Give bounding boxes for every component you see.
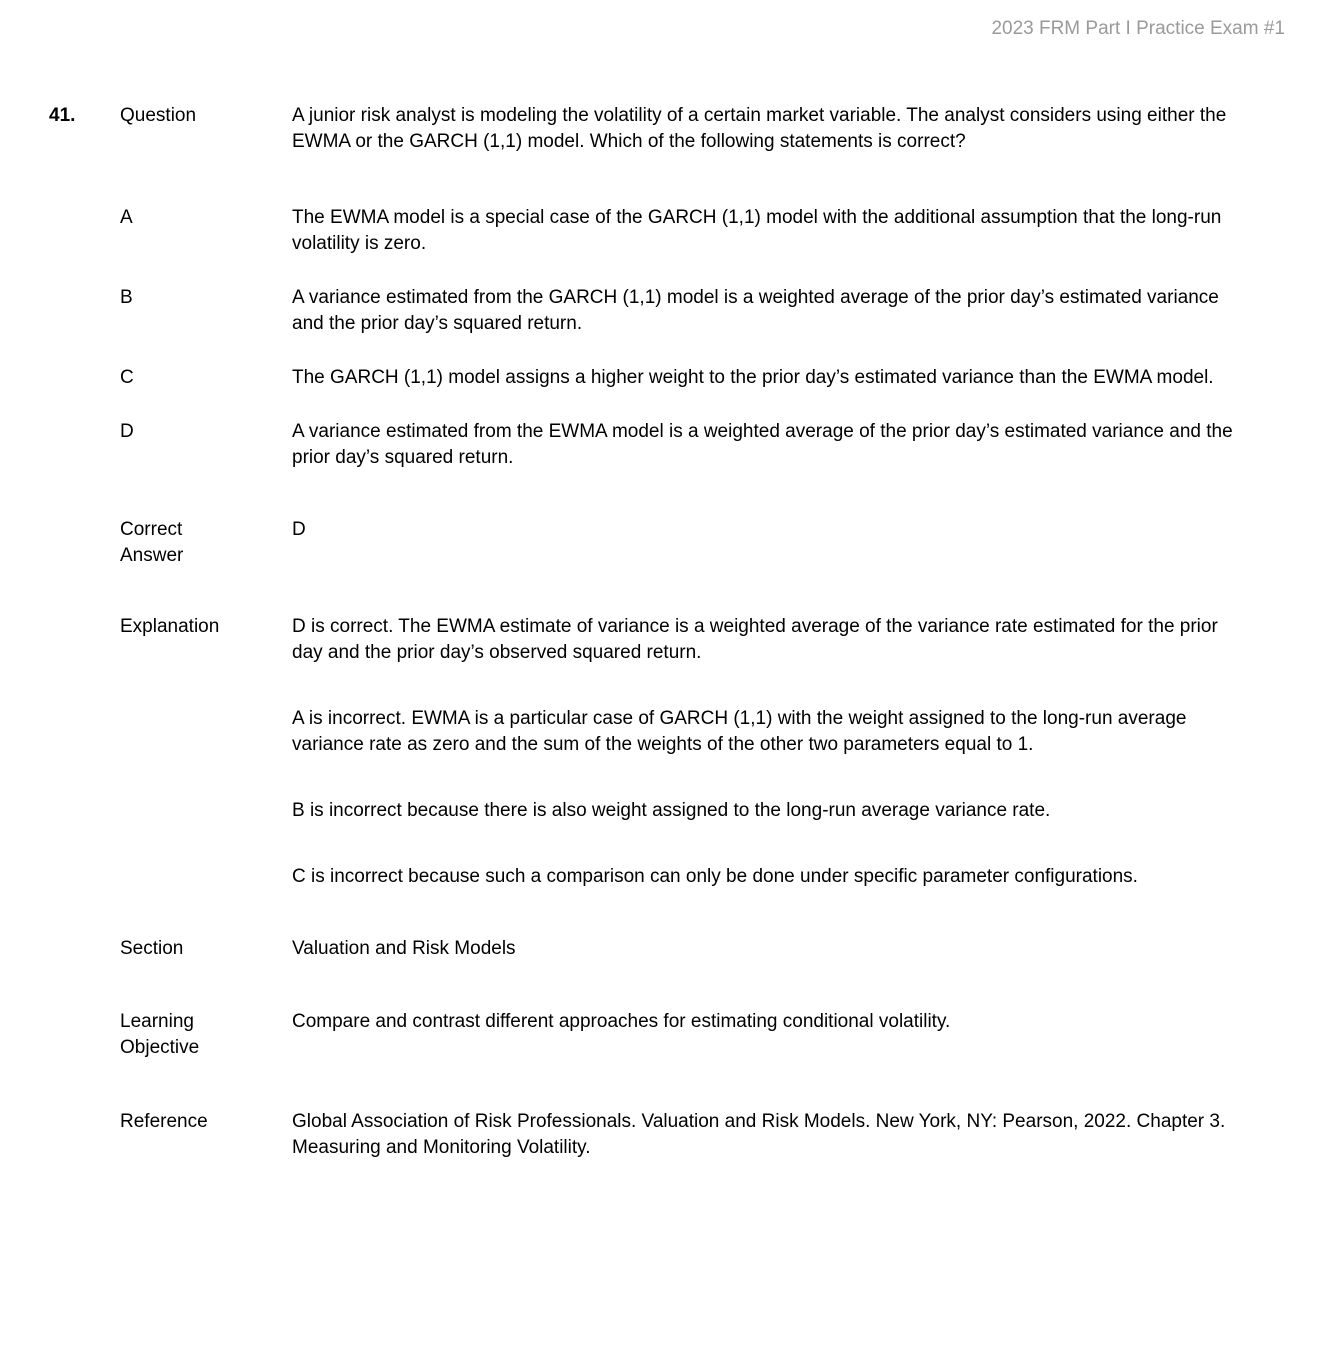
correct-answer-label: Correct Answer bbox=[120, 519, 184, 566]
explanation-row bbox=[49, 614, 1321, 890]
explanation-text bbox=[292, 614, 1235, 890]
reference-value: Global Association of Risk Professionals. Valuation and Risk Models. New York, NY: Pearson, 2022. Chapter 3. Measuring and Monitoring Volatility. bbox=[292, 1111, 1226, 1158]
option-letter: C bbox=[120, 367, 134, 388]
reference-label: Reference bbox=[120, 1111, 208, 1132]
explanation-paragraph-2: A is incorrect. EWMA is a particular case of GARCH (1,1) with the weight assigned to the long-run average variance rate as zero and the sum of the weights of the other two parameters equal to 1. bbox=[292, 708, 1187, 755]
option-letter-c bbox=[120, 365, 292, 391]
page-header bbox=[0, 0, 1321, 42]
question-page bbox=[0, 42, 1321, 1161]
option-text-c: The GARCH (1,1) model assigns a higher weight to the prior day’s estimated variance than the EWMA model. bbox=[292, 367, 1214, 388]
question-row bbox=[49, 103, 1321, 155]
question-label-cell bbox=[120, 103, 292, 129]
learning-objective-row bbox=[49, 1009, 1321, 1061]
correct-answer-value: D bbox=[292, 519, 306, 540]
option-row-c bbox=[49, 365, 1321, 391]
explanation-label-cell bbox=[120, 614, 292, 640]
learning-objective-label-cell bbox=[120, 1009, 292, 1061]
option-text-a: The EWMA model is a special case of the GARCH (1,1) model with the additional assumption that the long-run volatility is zero. bbox=[292, 207, 1222, 254]
option-letter: A bbox=[120, 207, 133, 228]
option-letter: B bbox=[120, 287, 133, 308]
question-number: 41. bbox=[49, 105, 76, 126]
question-label: Question bbox=[120, 105, 197, 126]
option-row-a bbox=[49, 205, 1321, 257]
reference-label-cell bbox=[120, 1109, 292, 1135]
option-letter-a bbox=[120, 205, 292, 231]
explanation-paragraph-3: B is incorrect because there is also weight assigned to the long-run average variance rate. bbox=[292, 800, 1051, 821]
option-letter-d bbox=[120, 419, 292, 445]
option-letter: D bbox=[120, 421, 134, 442]
correct-answer-label-cell bbox=[120, 517, 292, 569]
section-label-cell bbox=[120, 936, 292, 962]
option-row-b bbox=[49, 285, 1321, 337]
explanation-paragraph-1: D is correct. The EWMA estimate of variance is a weighted average of the variance rate estimated for the prior day and the prior day’s observed squared return. bbox=[292, 616, 1218, 663]
learning-objective-label: Learning Objective bbox=[120, 1011, 200, 1058]
option-text-d: A variance estimated from the EWMA model is a weighted average of the prior day’s estimated variance and the prior day’s squared return. bbox=[292, 421, 1233, 468]
question-text: A junior risk analyst is modeling the volatility of a certain market variable. The analyst considers using either the EWMA or the GARCH (1,1) model. Which of the following statements is correct? bbox=[292, 105, 1227, 152]
section-value: Valuation and Risk Models bbox=[292, 938, 516, 959]
option-text-b: A variance estimated from the GARCH (1,1) model is a weighted average of the prior day’s estimated variance and the prior day’s squared return. bbox=[292, 287, 1219, 334]
option-row-d bbox=[49, 419, 1321, 471]
explanation-paragraph-4: C is incorrect because such a comparison can only be done under specific parameter configurations. bbox=[292, 866, 1138, 887]
learning-objective-value: Compare and contrast different approaches for estimating conditional volatility. bbox=[292, 1011, 951, 1032]
option-letter-b bbox=[120, 285, 292, 311]
section-label: Section bbox=[120, 938, 184, 959]
correct-answer-row bbox=[49, 517, 1321, 569]
exam-title: 2023 FRM Part I Practice Exam #1 bbox=[991, 18, 1285, 39]
explanation-label: Explanation bbox=[120, 616, 220, 637]
section-row bbox=[49, 936, 1321, 962]
reference-row bbox=[49, 1109, 1321, 1161]
